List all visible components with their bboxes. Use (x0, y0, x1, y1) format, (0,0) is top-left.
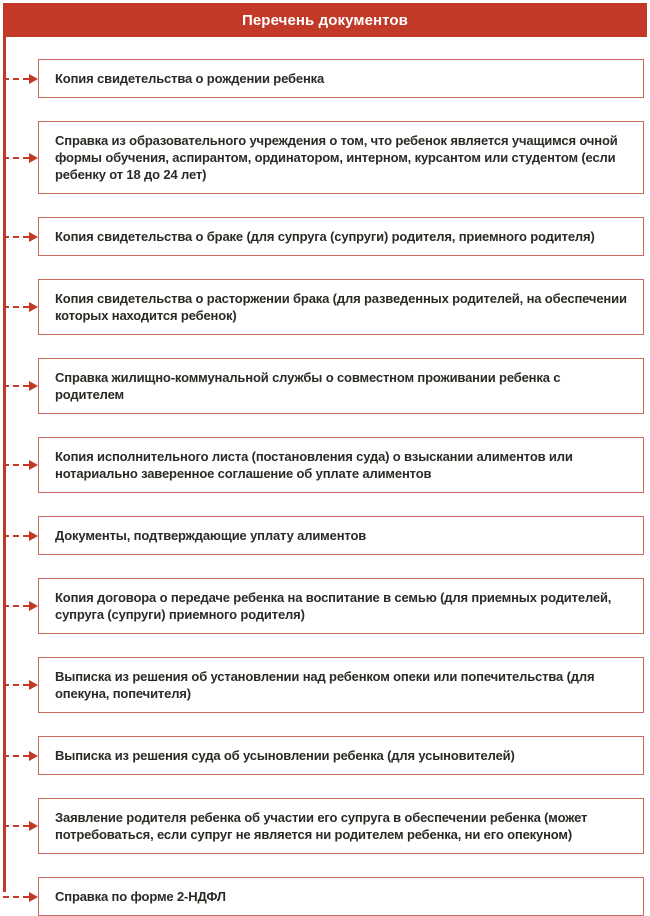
dashed-line (3, 535, 29, 537)
document-item-7 (3, 516, 644, 555)
dashed-line (3, 605, 29, 607)
arrow-right-icon (29, 821, 38, 831)
document-text: Выписка из решения суда об усыновлении ребенка (для усыновителей) (55, 748, 515, 763)
document-box-11 (38, 798, 644, 854)
document-item-4 (3, 279, 644, 335)
dashed-line (3, 684, 29, 686)
document-text: Копия свидетельства о браке (для супруга (супруги) родителя, приемного родителя) (55, 229, 595, 244)
document-text: Выписка из решения об установлении над ребенком опеки или попечительства (для опекуна, попечителя) (55, 669, 595, 701)
arrow-right-icon (29, 74, 38, 84)
connector-12 (3, 892, 38, 902)
dashed-line (3, 236, 29, 238)
document-item-3 (3, 217, 644, 256)
document-box-8 (38, 578, 644, 634)
connector-10 (3, 751, 38, 761)
dashed-line (3, 755, 29, 757)
document-box-3 (38, 217, 644, 256)
document-box-4 (38, 279, 644, 335)
connector-1 (3, 74, 38, 84)
document-box-12 (38, 877, 644, 916)
document-item-12 (3, 877, 644, 916)
document-item-11 (3, 798, 644, 854)
document-text: Справка из образовательного учреждения о том, что ребенок является учащимся очной формы обучения, аспирантом, ординатором, интерном, курсантом или студентом (если ребенку от 18 до 24 лет) (55, 133, 618, 182)
document-text: Копия свидетельства о расторжении брака (для разведенных родителей, на обеспечении которых находится ребенок) (55, 291, 627, 323)
arrow-right-icon (29, 381, 38, 391)
arrow-right-icon (29, 460, 38, 470)
arrow-right-icon (29, 153, 38, 163)
arrow-right-icon (29, 680, 38, 690)
arrow-right-icon (29, 892, 38, 902)
document-text: Копия исполнительного листа (постановления суда) о взыскании алиментов или нотариально заверенное соглашение об уплате алиментов (55, 449, 573, 481)
document-item-8 (3, 578, 644, 634)
document-item-10 (3, 736, 644, 775)
document-box-6 (38, 437, 644, 493)
arrow-right-icon (29, 531, 38, 541)
document-text: Справка по форме 2-НДФЛ (55, 889, 226, 904)
dashed-line (3, 464, 29, 466)
diagram-header (3, 3, 647, 37)
document-box-7 (38, 516, 644, 555)
arrow-right-icon (29, 751, 38, 761)
document-text: Заявление родителя ребенка об участии его супруга в обеспечении ребенка (может потребоваться, если супруг не является ни родителем ребенка, ни его опекуном) (55, 810, 588, 842)
document-item-9 (3, 657, 644, 713)
dashed-line (3, 385, 29, 387)
document-box-10 (38, 736, 644, 775)
connector-5 (3, 381, 38, 391)
document-text: Копия договора о передаче ребенка на воспитание в семью (для приемных родителей, супруга (супруги) приемного родителя) (55, 590, 612, 622)
dashed-line (3, 896, 29, 898)
vertical-rail-line (3, 37, 6, 892)
diagram-title: Перечень документов (241, 11, 409, 29)
connector-4 (3, 302, 38, 312)
connector-8 (3, 601, 38, 611)
document-box-5 (38, 358, 644, 414)
arrow-right-icon (29, 302, 38, 312)
dashed-line (3, 78, 29, 80)
document-box-1 (38, 59, 644, 98)
document-item-2 (3, 121, 644, 194)
arrow-right-icon (29, 601, 38, 611)
connector-9 (3, 680, 38, 690)
connector-7 (3, 531, 38, 541)
document-item-6 (3, 437, 644, 493)
document-item-5 (3, 358, 644, 414)
document-text: Документы, подтверждающие уплату алиментов (55, 528, 367, 543)
dashed-line (3, 157, 29, 159)
arrow-right-icon (29, 232, 38, 242)
dashed-line (3, 306, 29, 308)
document-item-1 (3, 59, 644, 98)
diagram-body (3, 37, 647, 916)
connector-3 (3, 232, 38, 242)
connector-11 (3, 821, 38, 831)
document-box-9 (38, 657, 644, 713)
connector-6 (3, 460, 38, 470)
document-box-2 (38, 121, 644, 194)
document-text: Справка жилищно-коммунальной службы о совместном проживании ребенка с родителем (55, 370, 561, 402)
connector-2 (3, 153, 38, 163)
document-text: Копия свидетельства о рождении ребенка (55, 71, 325, 86)
dashed-line (3, 825, 29, 827)
